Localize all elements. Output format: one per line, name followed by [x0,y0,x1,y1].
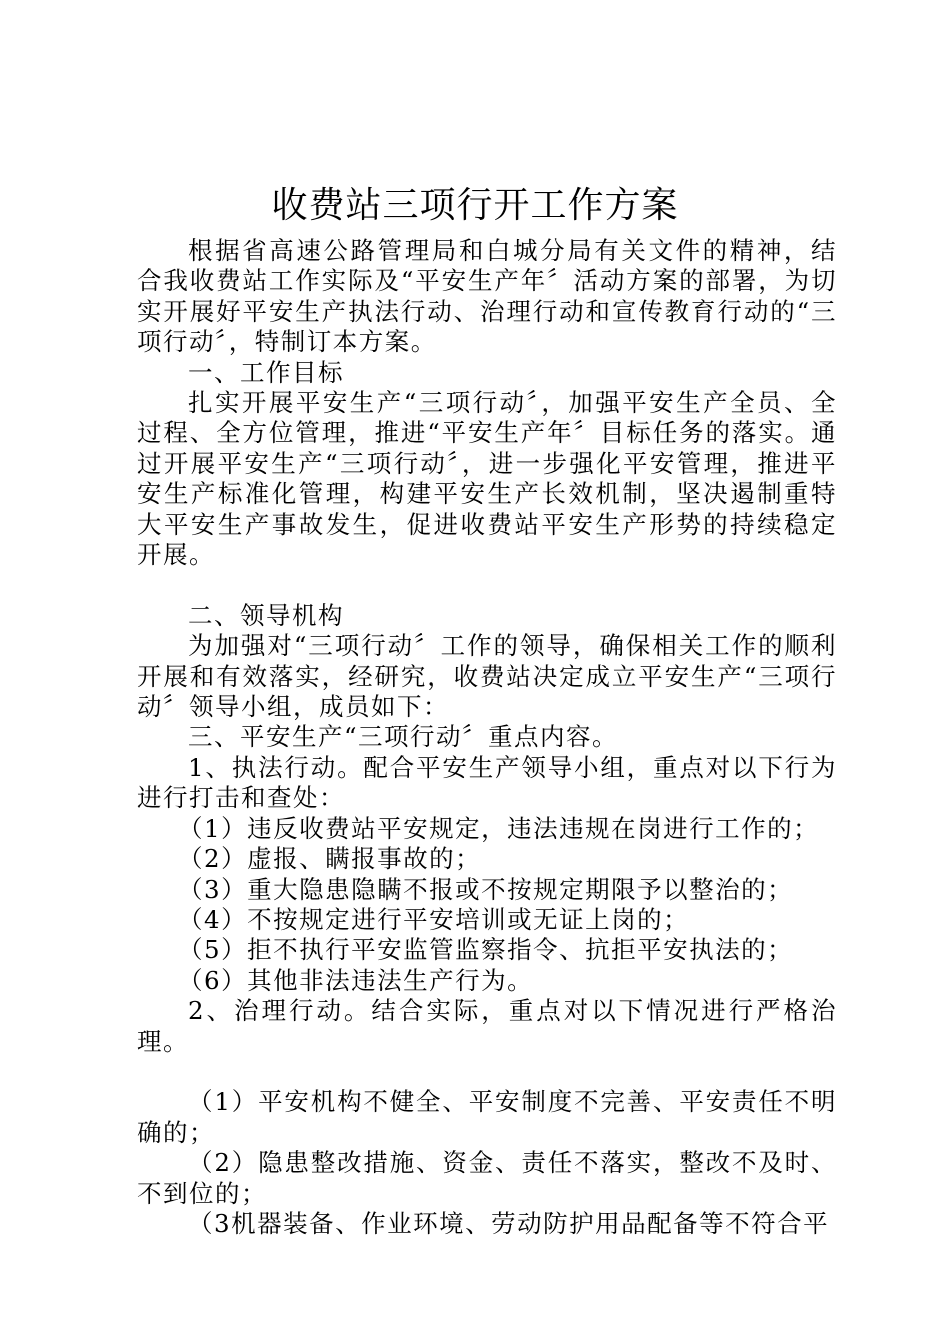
list-item: （2）虚报、瞒报事故的； [178,844,482,874]
heading-leadership: 二、领导机构 [188,600,344,630]
paragraph-governance: 2、治理行动。结合实际，重点对以下情况进行严格治理。 [137,996,837,1056]
list-item: （3机器装备、作业环境、劳动防护用品配备等不符合平 [188,1208,830,1238]
list-item: （3）重大隐患隐瞒不报或不按规定期限予以整治的； [178,874,794,904]
heading-work-goal: 一、工作目标 [188,357,344,387]
paragraph-intro: 根据省高速公路管理局和白城分局有关文件的精神，结合我收费站工作实际及“平安生产年〞活动方案的部署，为切实开展好平安生产执法行动、治理行动和宣传教育行动的“三项行动〞，特制订本方案。 [137,236,837,357]
list-item: （2）隐患整改措施、资金、责任不落实，整改不及时、不到位的； [137,1148,837,1208]
blank-line [137,570,837,600]
blank-line [137,1057,837,1087]
heading-key-content: 三、平安生产“三项行动〞重点内容。 [188,722,619,752]
list-item: （5）拒不执行平安监管监察指令、抗拒平安执法的； [178,935,794,965]
document-body [137,236,837,1239]
paragraph-enforcement: 1、执法行动。配合平安生产领导小组，重点对以下行为进行打击和查处： [137,752,837,813]
list-item: （6）其他非法违法生产行为。 [178,965,534,995]
list-item: （1）违反收费站平安规定，违法违规在岗进行工作的； [178,813,820,843]
list-item: （1）平安机构不健全、平安制度不完善、平安责任不明确的； [137,1087,837,1147]
paragraph-work-goal: 扎实开展平安生产“三项行动〞，加强平安生产全员、全过程、全方位管理，推进“平安生产年〞目标任务的落实。通过开展平安生产“三项行动〞，进一步强化平安管理，推进平安生产标准化管理，构建平安生产长效机制，坚决遏制重特大平安生产事故发生，促进收费站平安生产形势的持续稳定开展。 [137,388,837,570]
list-item: （4）不按规定进行平安培训或无证上岗的； [178,904,690,934]
document-title: 收费站三项行开工作方案 [271,185,679,226]
paragraph-leadership: 为加强对“三项行动〞工作的领导，确保相关工作的顺利开展和有效落实，经研究，收费站决定成立平安生产“三项行动〞领导小组，成员如下： [137,631,837,722]
